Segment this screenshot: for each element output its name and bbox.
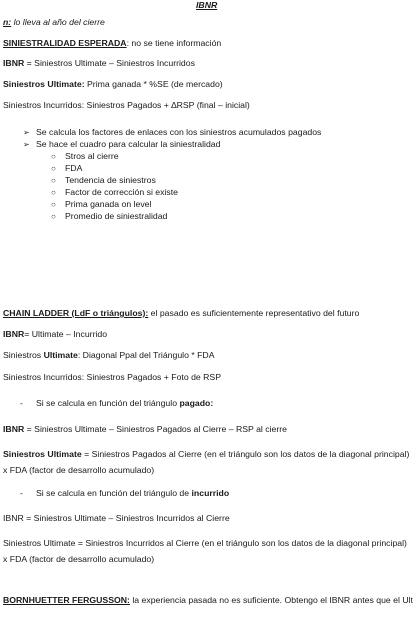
bullet-text: Se hace el cuadro para calcular la siniestralidad [36,139,221,149]
dash-bullet-icon: - [20,398,23,408]
sub-item-text: Stros al cierre [65,151,119,161]
sub-item-text: Factor de corrección si existe [65,187,178,197]
circle-bullet-icon: ○ [51,188,56,197]
sub-item-text: Tendencia de siniestros [65,175,156,185]
ultimate-definition: = Siniestros Pagados al Cierre (en el triángulo son los datos de la diagonal principal) x FDA (factor de desarrollo acumulado) [3,449,410,475]
text-emphasis: pagado: [179,398,214,408]
ultimate-term: Siniestros Ultimate [3,449,82,459]
circle-bullet-icon: ○ [51,176,56,185]
cl-incurred-formula: Siniestros Incurridos: Siniestros Pagados + Foto de RSP [3,372,222,382]
cl-ultimate-paid-formula [3,446,413,478]
text-fragment: Siniestros [3,350,44,360]
page-title: IBNR [196,0,218,10]
section-heading-se [3,38,221,49]
intro-label: n: [3,17,12,27]
dash-bullet-icon: - [20,488,23,498]
intro-text: lo lleva al año del cierre [11,17,105,27]
cl-ultimate-formula [3,350,215,361]
circle-bullet-icon: ○ [51,212,56,221]
sub-item-text: Prima ganada on level [65,199,152,209]
ultimate-definition: Prima ganada * %SE (de mercado) [84,79,223,89]
section-label-chain-ladder: CHAIN LADDER (LdF o triángulos): [3,308,149,318]
incurred-formula-1: Siniestros Incurridos: Siniestros Pagados + ∆RSP (final – inicial) [3,100,250,110]
section-heading-chain-ladder [3,308,359,319]
cl-ibnr-paid-formula [3,424,287,435]
text-fragment: Si se calcula en función del triángulo [36,398,180,408]
circle-bullet-icon: ○ [51,164,56,173]
ibnr-formula-1 [3,58,195,69]
text-fragment: Si se calcula en función del triángulo de [36,488,192,498]
sub-item-text: FDA [65,163,83,173]
section-heading-bornhuetter [3,594,413,606]
circle-bullet-icon: ○ [51,152,56,161]
dash-item-text [36,398,213,409]
intro-line [3,17,105,28]
text-fragment: : Diagonal Ppal del Triángulo * FDA [77,350,215,360]
section-rest-bornhuetter: la experiencia pasada no es suficiente. Obtengo el IBNR antes que el Ult [129,595,413,605]
ibnr-term: IBNR [3,329,25,339]
dash-item-text [36,488,229,499]
text-emphasis: incurrido [191,488,230,498]
ultimate-term: Ultimate [43,350,78,360]
ibnr-definition: = Siniestros Ultimate – Siniestros Incurridos [24,58,195,68]
ultimate-term: Siniestros Ultimate: [3,79,85,89]
cl-ibnr-formula [3,329,107,340]
section-rest-se: : no se tiene información [126,38,222,48]
section-rest-chain-ladder: el pasado es suficientemente representativo del futuro [148,308,360,318]
cl-ultimate-incurred-formula: Siniestros Ultimate = Siniestros Incurridos al Cierre (en el triángulo son los datos de la diagonal principal) x FDA (factor de desarrollo acumulado) [3,538,407,564]
circle-bullet-icon: ○ [51,200,56,209]
section-label-se: SINIESTRALIDAD ESPERADA [3,38,127,48]
cl-ibnr-incurred-formula: IBNR = Siniestros Ultimate – Siniestros Incurridos al Cierre [3,513,230,523]
section-label-bornhuetter: BORNHUETTER FERGUSSON: [3,595,130,605]
sub-item-text: Promedio de siniestralidad [65,211,168,221]
ultimate-formula-1 [3,79,223,90]
ibnr-term: IBNR [3,58,25,68]
bullet-text: Se calcula los factores de enlaces con los siniestros acumulados pagados [36,127,322,137]
arrow-bullet-icon: ➢ [23,140,30,149]
ibnr-definition: = Siniestros Ultimate – Siniestros Pagados al Cierre – RSP al cierre [24,424,287,434]
ibnr-definition: = Ultimate – Incurrido [24,329,108,339]
ibnr-term: IBNR [3,424,25,434]
arrow-bullet-icon: ➢ [23,128,30,137]
